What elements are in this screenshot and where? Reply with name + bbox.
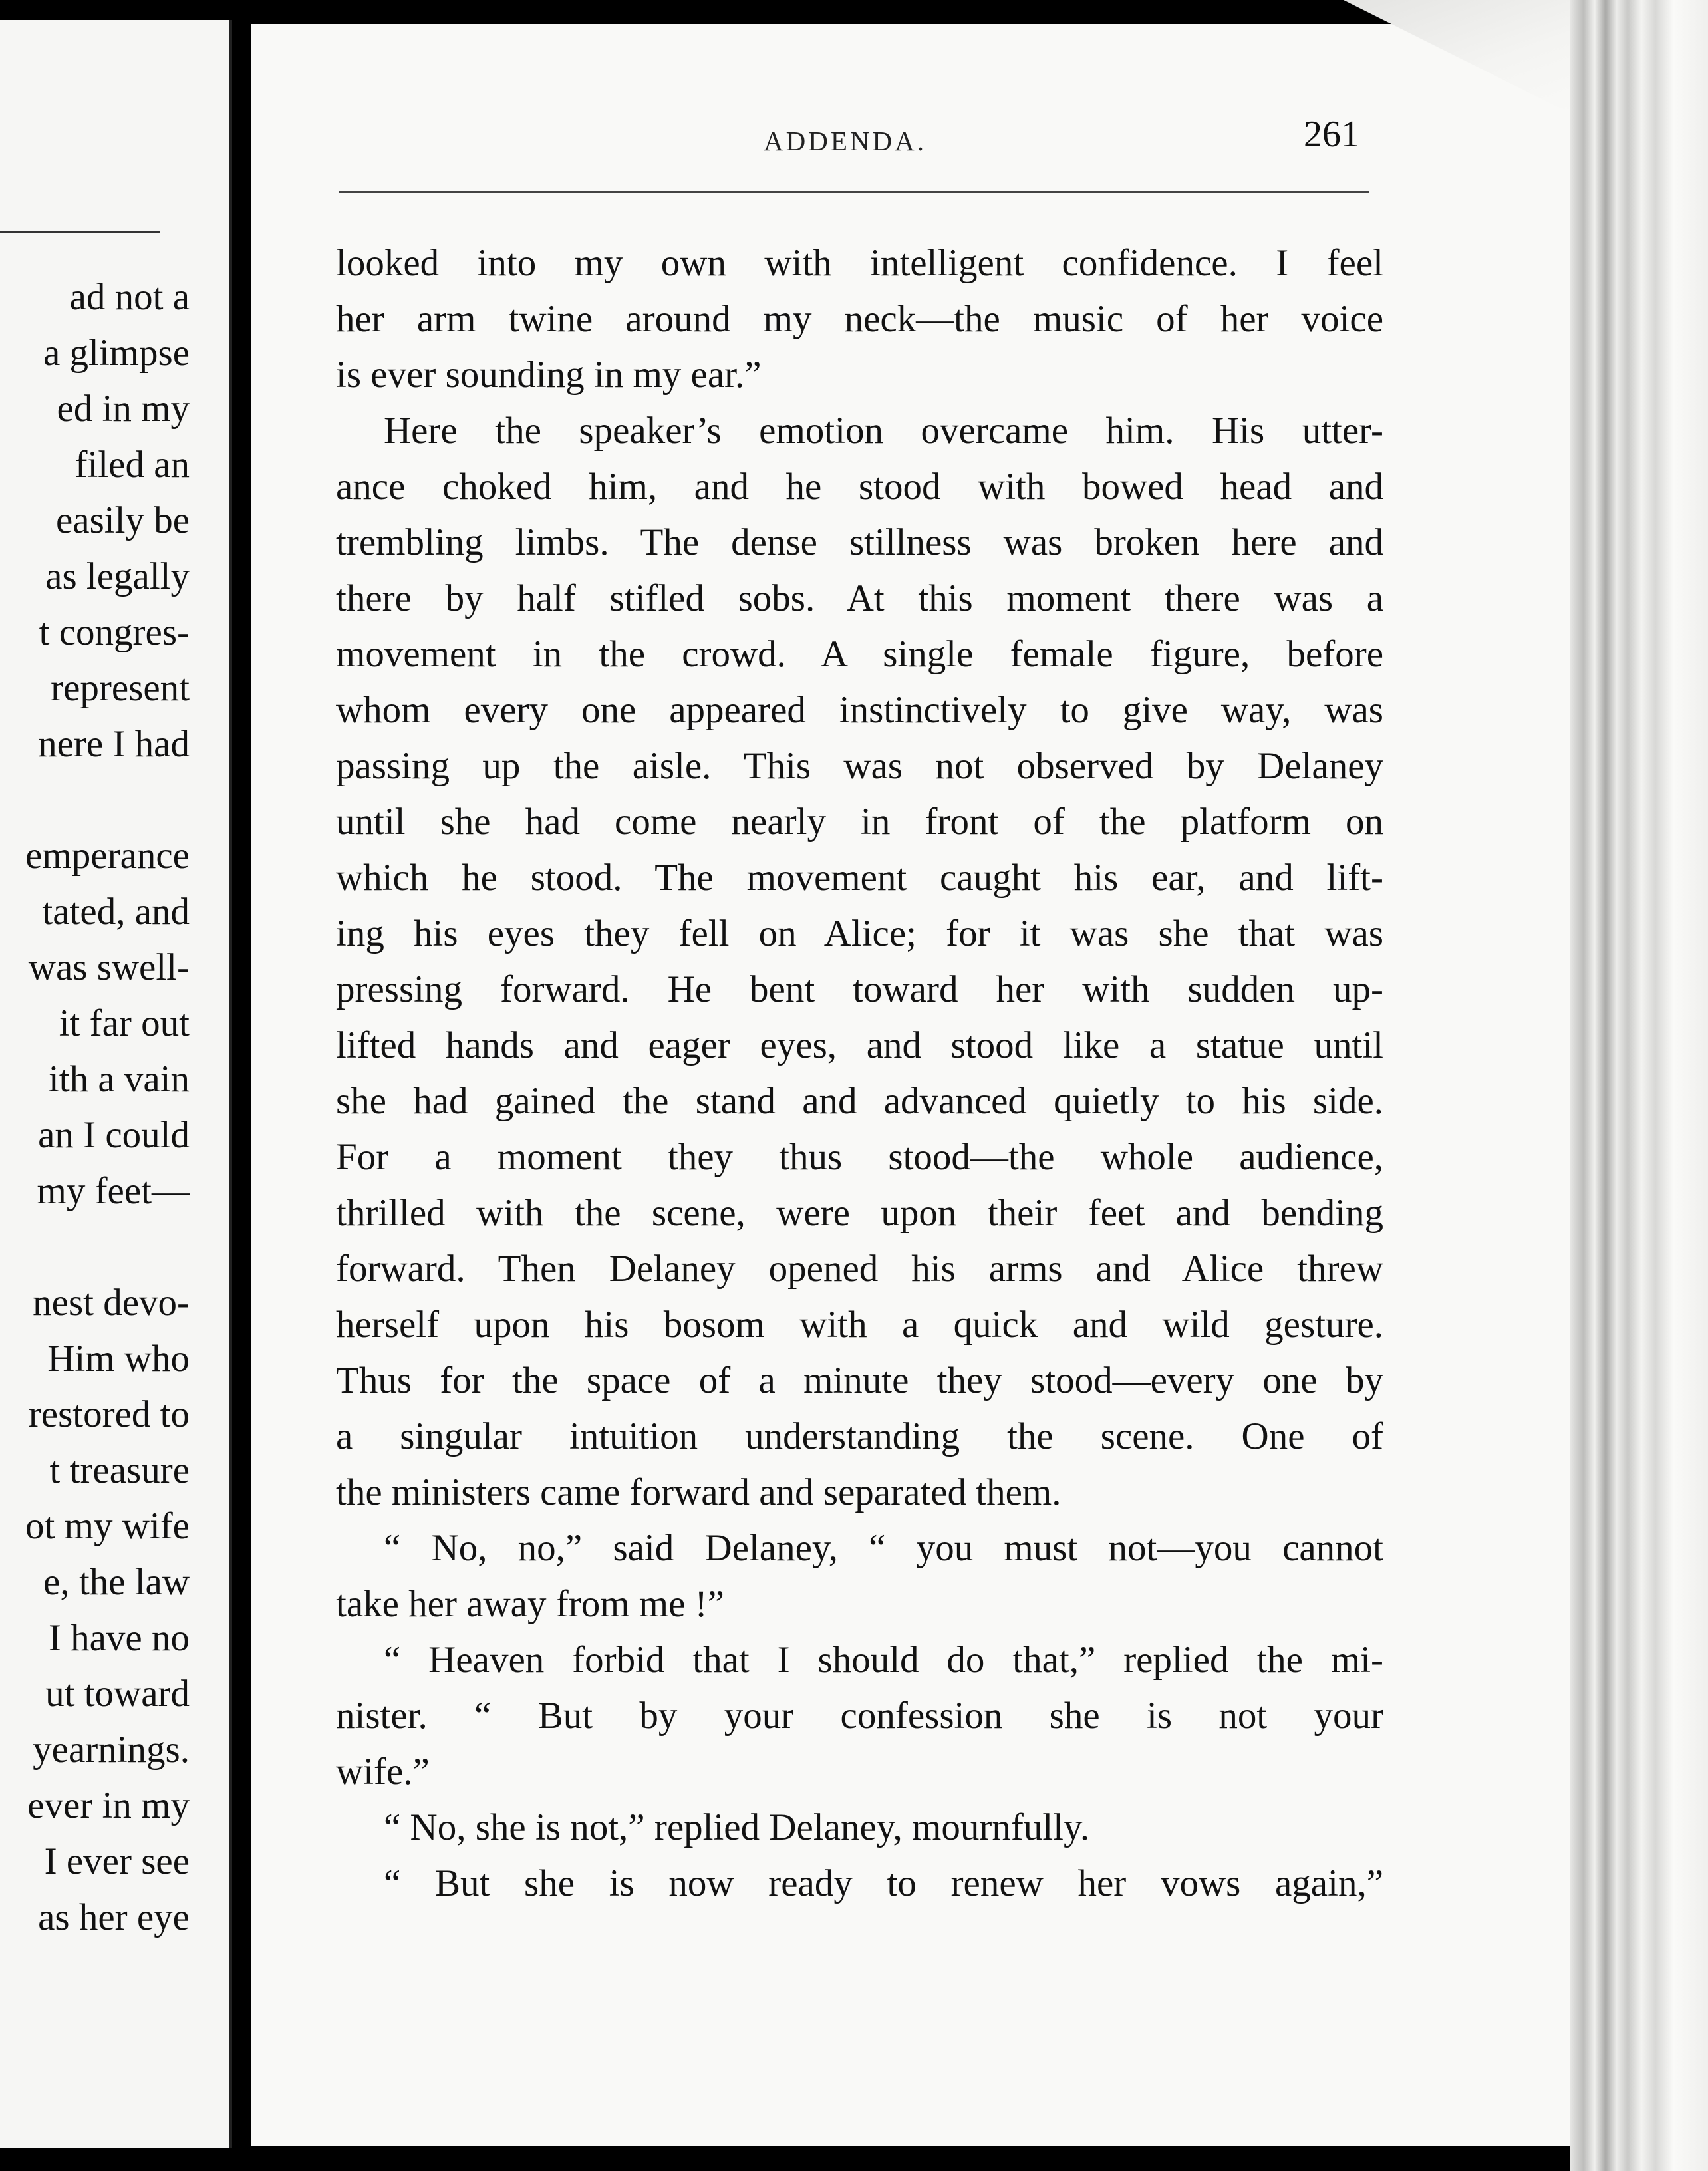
text-line: “ But she is now ready to renew her vows again,” [384,1862,1383,1904]
text-line: ing his eyes they fell on Alice; for it was she that was [336,913,1383,954]
left-line: tated, and [42,891,190,933]
left-line: represent [51,667,190,709]
text-line: “ No, she is not,” replied Delaney, mournfully. [384,1807,1090,1848]
left-line: ith a vain [48,1058,190,1100]
left-line: nest devo- [33,1282,190,1324]
text-line: until she had come nearly in front of the platform on [336,801,1383,843]
text-line: For a moment they thus stood—the whole audience, [336,1136,1383,1178]
text-line: trembling limbs. The dense stillness was broken here and [336,521,1383,563]
left-line: was swell- [28,946,190,988]
text-line: lifted hands and eager eyes, and stood like a statue until [336,1024,1383,1066]
paragraph-gap [25,772,190,828]
text-line: pressing forward. He bent toward her with sudden up- [336,968,1383,1010]
text-line: passing up the aisle. This was not observed by Delaney [336,745,1383,787]
left-line: ed in my [57,388,190,430]
left-line: an I could [38,1114,190,1156]
left-line: emperance [25,835,190,877]
left-line: it far out [59,1002,190,1044]
left-line: ad not a [69,276,190,318]
text-line: a singular intuition understanding the scene. One of [336,1415,1383,1457]
left-line: I ever see [44,1840,190,1882]
left-line: Him who [47,1338,190,1379]
text-line: forward. Then Delaney opened his arms and Alice threw [336,1248,1383,1290]
text-line: take her away from me !” [336,1583,724,1625]
page-number: 261 [1304,114,1359,155]
header-rule [339,191,1369,193]
text-line: looked into my own with intelligent confidence. I feel [336,242,1383,284]
left-line: a glimpse [43,332,190,374]
text-line: she had gained the stand and advanced quietly to his side. [336,1080,1383,1122]
left-line: e, the law [43,1561,190,1603]
text-line: herself upon his bosom with a quick and wild gesture. [336,1304,1383,1346]
left-line: nere I had [38,723,190,765]
left-page-text [25,269,190,1946]
book-gutter [232,20,251,2148]
left-header-rule [0,231,160,233]
left-line: I have no [48,1617,190,1659]
text-line: Thus for the space of a minute they stood—every one by [336,1360,1383,1401]
text-line: “ No, no,” said Delaney, “ you must not—you cannot [384,1527,1383,1569]
text-line: movement in the crowd. A single female figure, before [336,633,1383,675]
left-line: ut toward [45,1673,190,1715]
running-head: ADDENDA. [764,126,926,156]
left-facing-page [0,20,232,2148]
text-line: is ever sounding in my ear.” [336,354,762,396]
text-line: ance choked him, and he stood with bowed head and [336,466,1383,507]
body-text [336,235,1383,1912]
text-line: there by half stifled sobs. At this moment there was a [336,577,1383,619]
left-line: filed an [74,444,190,486]
text-line: the ministers came forward and separated them. [336,1471,1062,1513]
left-line: ot my wife [25,1505,190,1547]
left-line: t treasure [49,1449,190,1491]
paragraph-gap [25,1219,190,1275]
left-line: as her eye [38,1896,190,1938]
text-line: which he stood. The movement caught his ear, and lift- [336,857,1383,899]
left-line: as legally [45,555,190,597]
page-edges [1570,0,1708,2171]
text-line: nister. “ But by your confession she is not your [336,1695,1383,1737]
left-line: easily be [55,500,190,541]
text-line: wife.” [336,1751,430,1793]
left-line: my feet— [37,1170,190,1212]
text-line: Here the speaker’s emotion overcame him. His utter- [384,410,1383,452]
text-line: “ Heaven forbid that I should do that,” replied the mi- [384,1639,1383,1681]
text-line: her arm twine around my neck—the music of her voice [336,298,1383,340]
left-line: ever in my [27,1785,190,1826]
text-line: whom every one appeared instinctively to give way, was [336,689,1383,731]
text-line: thrilled with the scene, were upon their feet and bending [336,1192,1383,1234]
left-line: restored to [28,1393,190,1435]
left-line: yearnings. [33,1729,190,1771]
left-line: t congres- [39,611,190,653]
